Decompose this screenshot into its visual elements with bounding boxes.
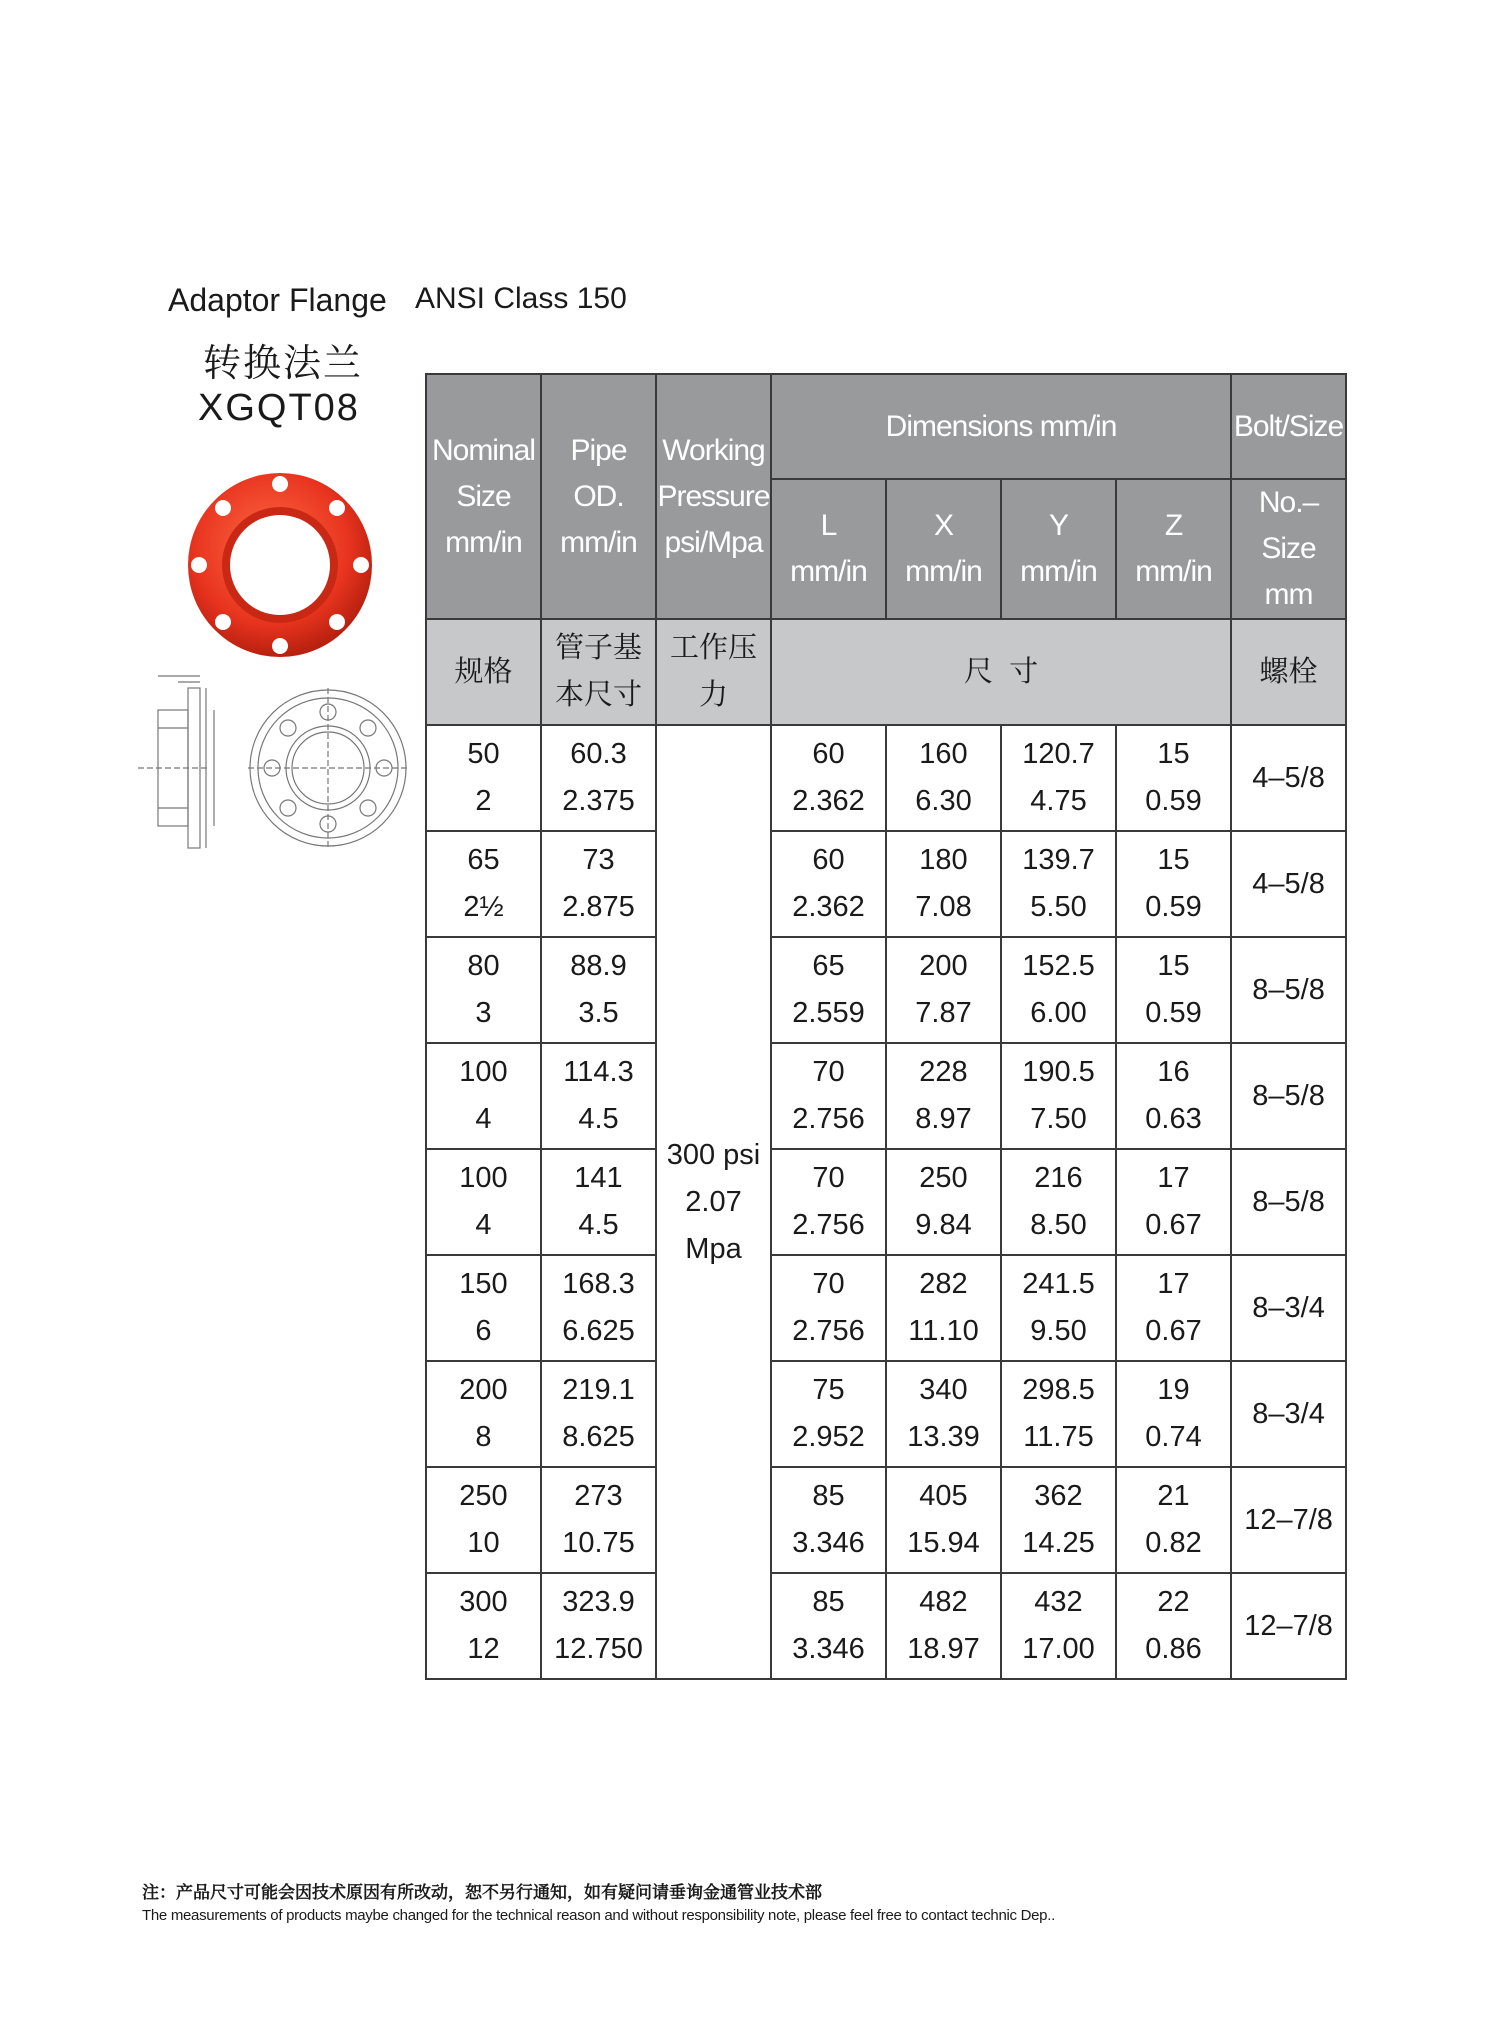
header-cn-dims: 尺 寸 (771, 619, 1231, 725)
cell-bolt: 12–7/8 (1231, 1467, 1346, 1573)
cell-l: 70 2.756 (771, 1149, 886, 1255)
cell-nominal: 150 6 (426, 1255, 541, 1361)
cell-z: 16 0.63 (1116, 1043, 1231, 1149)
cell-pipe-od: 219.1 8.625 (541, 1361, 656, 1467)
cell-z: 15 0.59 (1116, 831, 1231, 937)
cell-x: 180 7.08 (886, 831, 1001, 937)
header-bolt-no-size: No.–Size mm (1231, 479, 1346, 619)
cell-bolt: 4–5/8 (1231, 725, 1346, 831)
cell-z: 17 0.67 (1116, 1149, 1231, 1255)
cell-nominal: 300 12 (426, 1573, 541, 1679)
cell-bolt: 8–3/4 (1231, 1255, 1346, 1361)
cell-pipe-od: 88.9 3.5 (541, 937, 656, 1043)
cell-nominal: 200 8 (426, 1361, 541, 1467)
cell-y: 190.5 7.50 (1001, 1043, 1116, 1149)
cell-bolt: 8–5/8 (1231, 1043, 1346, 1149)
cell-x: 482 18.97 (886, 1573, 1001, 1679)
cell-y: 298.5 11.75 (1001, 1361, 1116, 1467)
cell-l: 70 2.756 (771, 1255, 886, 1361)
cell-z: 22 0.86 (1116, 1573, 1231, 1679)
table-row (426, 831, 1346, 937)
cell-x: 250 9.84 (886, 1149, 1001, 1255)
cell-z: 21 0.82 (1116, 1467, 1231, 1573)
cell-x: 340 13.39 (886, 1361, 1001, 1467)
dimensions-table (425, 373, 1347, 1680)
cell-l: 85 3.346 (771, 1467, 886, 1573)
cell-nominal: 100 4 (426, 1149, 541, 1255)
table-row (426, 1573, 1346, 1679)
cell-y: 216 8.50 (1001, 1149, 1116, 1255)
cell-x: 405 15.94 (886, 1467, 1001, 1573)
header-nominal-size: Nominal Size mm/in (426, 374, 541, 619)
cell-bolt: 12–7/8 (1231, 1573, 1346, 1679)
header-cn-bolt: 螺栓 (1231, 619, 1346, 725)
cell-l: 60 2.362 (771, 725, 886, 831)
note-en: The measurements of products maybe changed for the technical reason and without responsibility note, please feel free to contact technic Dep.. (142, 1907, 1055, 1924)
table-row (426, 725, 1346, 831)
cell-l: 60 2.362 (771, 831, 886, 937)
header-z: Z mm/in (1116, 479, 1231, 619)
pressure-class: ANSI Class 150 (415, 282, 627, 315)
cell-working-pressure: 300 psi 2.07 Mpa (656, 725, 771, 1679)
header-pipe-od: Pipe OD. mm/in (541, 374, 656, 619)
header-dimensions: Dimensions mm/in (771, 374, 1231, 479)
table-row (426, 1361, 1346, 1467)
table-row (426, 1467, 1346, 1573)
cell-pipe-od: 273 10.75 (541, 1467, 656, 1573)
cell-bolt: 4–5/8 (1231, 831, 1346, 937)
cell-y: 120.7 4.75 (1001, 725, 1116, 831)
header-x: X mm/in (886, 479, 1001, 619)
cell-l: 70 2.756 (771, 1043, 886, 1149)
cell-nominal: 65 2½ (426, 831, 541, 937)
cell-bolt: 8–3/4 (1231, 1361, 1346, 1467)
cell-bolt: 8–5/8 (1231, 937, 1346, 1043)
cell-y: 432 17.00 (1001, 1573, 1116, 1679)
cell-pipe-od: 323.9 12.750 (541, 1573, 656, 1679)
cell-x: 160 6.30 (886, 725, 1001, 831)
cell-nominal: 80 3 (426, 937, 541, 1043)
product-name-en: Adaptor Flange (168, 282, 387, 318)
cell-z: 19 0.74 (1116, 1361, 1231, 1467)
product-name-cn: 转换法兰 (203, 343, 364, 385)
table-row (426, 1255, 1346, 1361)
cell-z: 15 0.59 (1116, 937, 1231, 1043)
header-cn-nominal: 规格 (426, 619, 541, 725)
header-l: L mm/in (771, 479, 886, 619)
header-cn-working: 工作压 力 (656, 619, 771, 725)
cell-l: 85 3.346 (771, 1573, 886, 1679)
flange-photo (185, 470, 375, 660)
cell-pipe-od: 60.3 2.375 (541, 725, 656, 831)
cell-z: 15 0.59 (1116, 725, 1231, 831)
cell-x: 282 11.10 (886, 1255, 1001, 1361)
cell-pipe-od: 73 2.875 (541, 831, 656, 937)
header-bolt-size: Bolt/Size (1231, 374, 1346, 479)
header-y: Y mm/in (1001, 479, 1116, 619)
cell-nominal: 250 10 (426, 1467, 541, 1573)
cell-pipe-od: 141 4.5 (541, 1149, 656, 1255)
cell-nominal: 50 2 (426, 725, 541, 831)
cell-bolt: 8–5/8 (1231, 1149, 1346, 1255)
table-row (426, 937, 1346, 1043)
cell-z: 17 0.67 (1116, 1255, 1231, 1361)
table-row (426, 1149, 1346, 1255)
note-cn: 注：产品尺寸可能会因技术原因有所改动，恕不另行通知，如有疑问请垂询金通管业技术部 (142, 1883, 822, 1902)
cell-x: 228 8.97 (886, 1043, 1001, 1149)
cell-pipe-od: 168.3 6.625 (541, 1255, 656, 1361)
cell-l: 65 2.559 (771, 937, 886, 1043)
cell-pipe-od: 114.3 4.5 (541, 1043, 656, 1149)
header-cn-pipe: 管子基 本尺寸 (541, 619, 656, 725)
cell-y: 139.7 5.50 (1001, 831, 1116, 937)
product-code: XGQT08 (198, 387, 360, 429)
cell-x: 200 7.87 (886, 937, 1001, 1043)
flange-technical-drawing (138, 668, 408, 868)
table-row (426, 1043, 1346, 1149)
cell-y: 241.5 9.50 (1001, 1255, 1116, 1361)
header-working-pressure: Working Pressure psi/Mpa (656, 374, 771, 619)
cell-l: 75 2.952 (771, 1361, 886, 1467)
cell-nominal: 100 4 (426, 1043, 541, 1149)
cell-y: 152.5 6.00 (1001, 937, 1116, 1043)
cell-y: 362 14.25 (1001, 1467, 1116, 1573)
